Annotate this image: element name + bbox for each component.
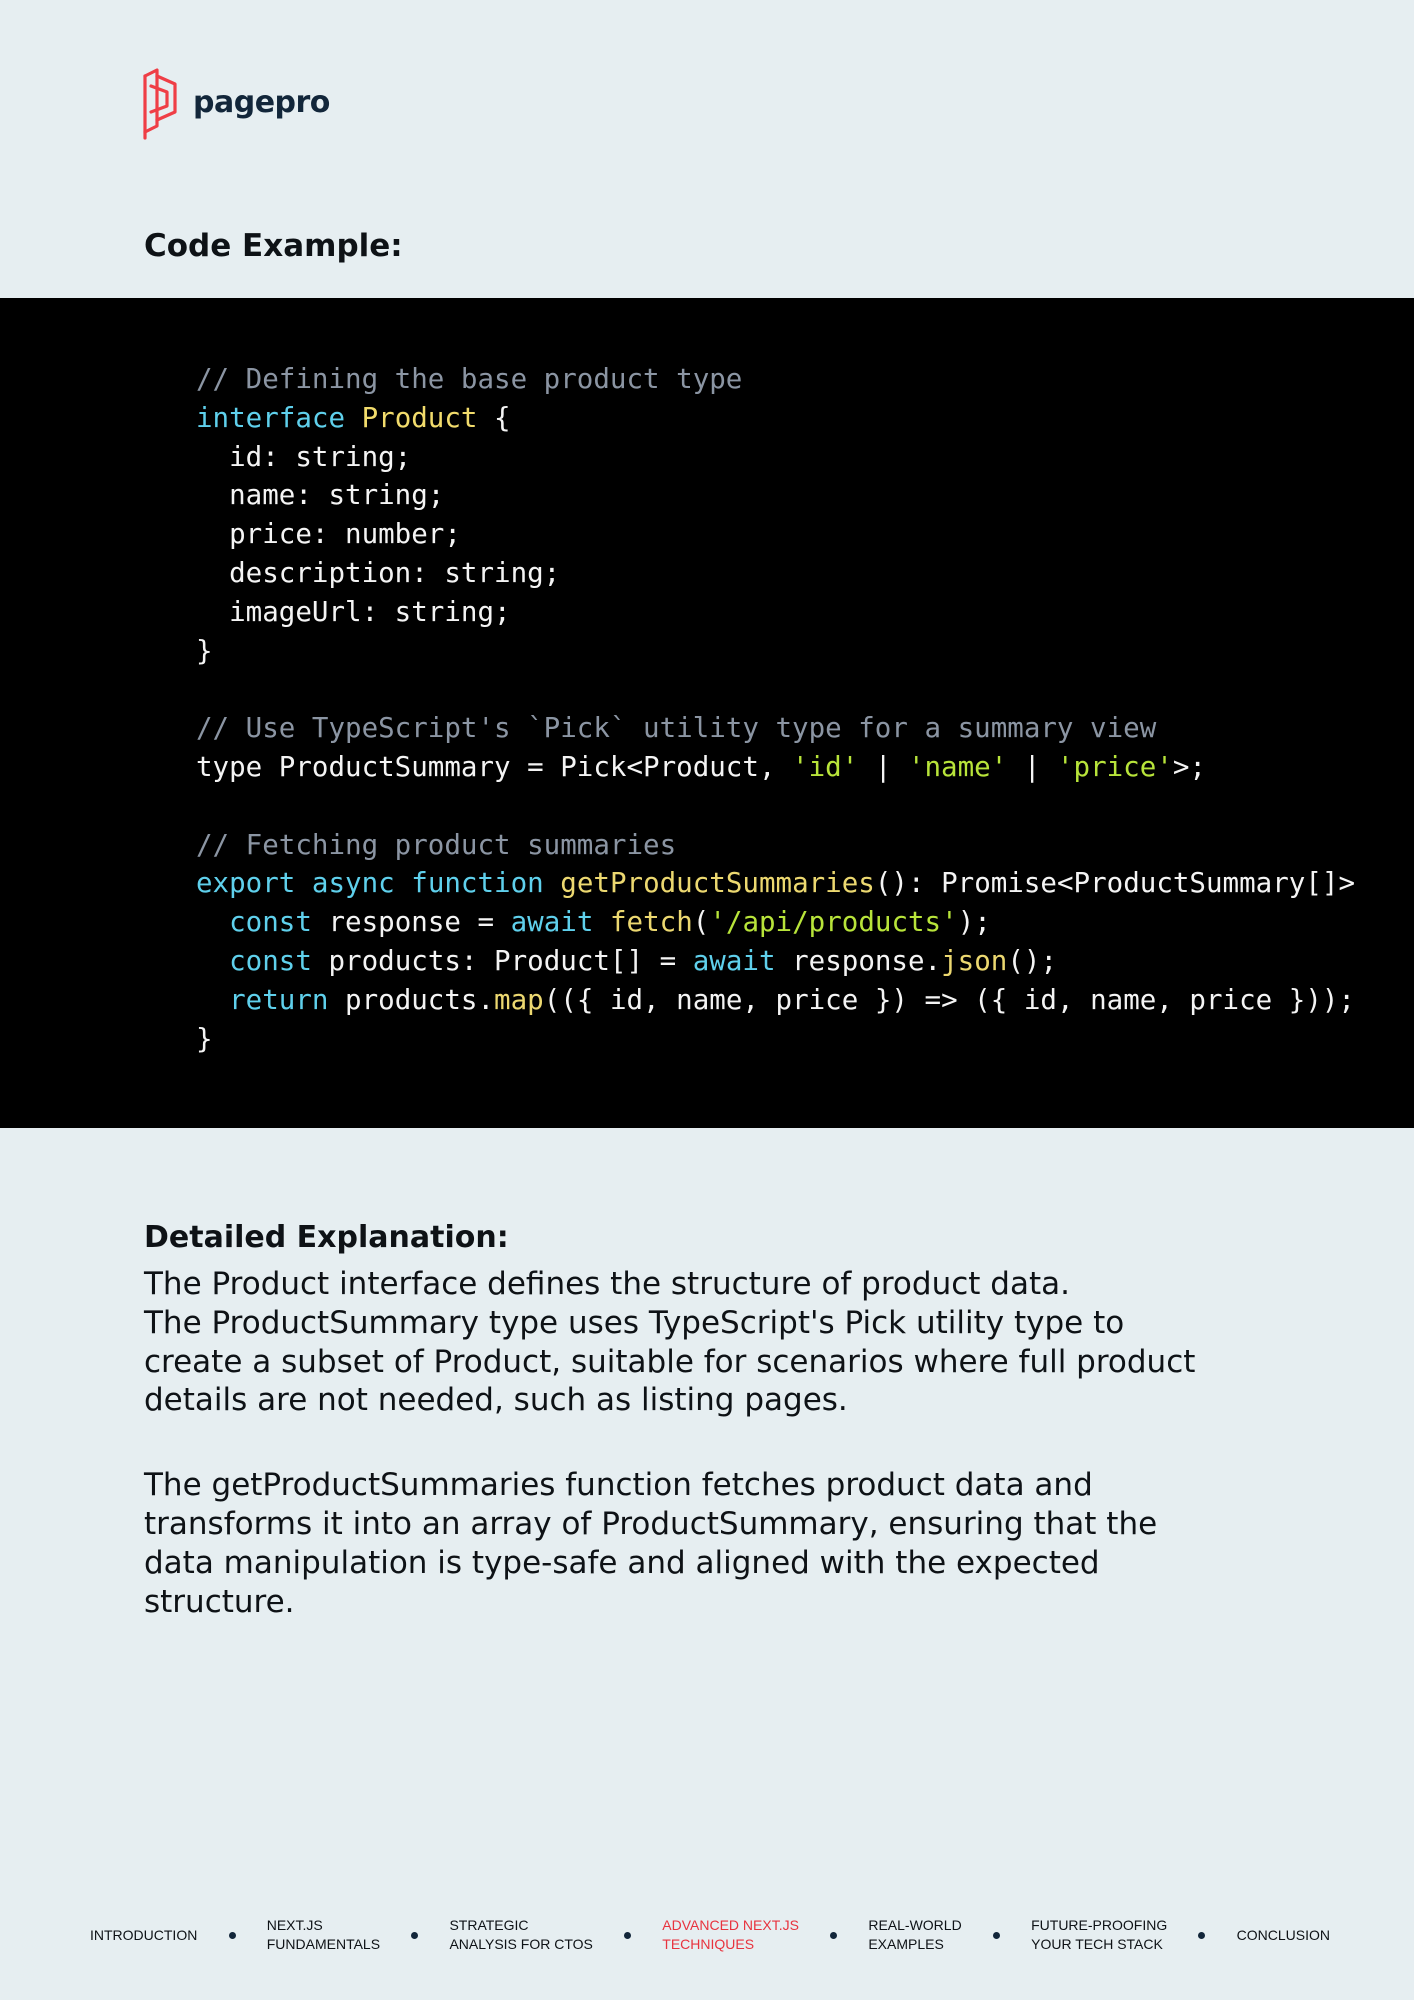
explanation-line: details are not needed, such as listing pages. [144, 1382, 848, 1419]
code-line: interface Product { [196, 401, 511, 434]
explanation-line: The ProductSummary type uses TypeScript's Pick utility type to [144, 1304, 1125, 1341]
footer-nav-label: CONCLUSION [1236, 1926, 1330, 1943]
code-line: // Fetching product summaries [196, 828, 677, 861]
footer-nav-label: NEXT.JS [266, 1917, 323, 1933]
code-line: id: string; [196, 440, 412, 473]
code-line: const response = await fetch('/api/products'); [229, 906, 991, 939]
footer-nav-item[interactable] [868, 1916, 961, 1954]
nav-separator-dot [624, 1932, 631, 1939]
explanation-line: The Product interface defines the structure of product data. [144, 1266, 1070, 1302]
explanation-line: transforms it into an array of ProductSummary, ensuring that the [144, 1505, 1158, 1542]
logo-wordmark: pagepro [193, 84, 330, 120]
section-title: Code Example: [144, 228, 403, 264]
code-line: type ProductSummary = Pick<Product, 'id' | 'name' | 'price'>; [196, 750, 1206, 783]
explanation-para-1 [144, 1261, 1304, 1419]
footer-nav-label: INTRODUCTION [90, 1926, 198, 1943]
nav-separator-dot [1198, 1932, 1205, 1939]
footer-nav-item[interactable] [90, 1926, 197, 1945]
explanation-line: create a subset of Product, suitable for scenarios where full product [144, 1343, 1196, 1380]
footer-nav-label: ADVANCED NEXT.JS [662, 1917, 799, 1933]
code-line: export async function getProductSummaries(): Promise<ProductSummary[]> [196, 867, 1355, 900]
code-line: price: number; [196, 518, 461, 551]
code-line [196, 787, 1355, 826]
code-block [0, 298, 1414, 1128]
nav-separator-dot [993, 1932, 1000, 1939]
footer-nav-item[interactable] [1031, 1916, 1167, 1954]
code-line: // Use TypeScript's `Pick` utility type for a summary view [196, 712, 1157, 745]
footer-nav-item[interactable] [1237, 1926, 1330, 1945]
pagepro-logo[interactable] [141, 66, 330, 142]
nav-separator-dot [229, 1932, 236, 1939]
nav-separator-dot [411, 1932, 418, 1939]
explanation-heading: Detailed Explanation: [144, 1220, 509, 1255]
code-line: // Defining the base product type [196, 363, 743, 395]
footer-nav-label: ANALYSIS FOR CTOS [449, 1936, 593, 1952]
code-line: } [196, 1022, 213, 1055]
footer-nav-label: FUTURE-PROOFING [1031, 1917, 1168, 1933]
code-line: return products.map(({ id, name, price }) => ({ id, name, price })); [229, 983, 1355, 1016]
footer-nav-label: STRATEGIC [449, 1917, 529, 1933]
code-line: name: string; [196, 479, 445, 512]
code-line: } [196, 634, 213, 667]
explanation-line: The getProductSummaries function fetches product data and [144, 1467, 1093, 1504]
footer-navigation [90, 1915, 1330, 1955]
pagepro-logo-icon [141, 66, 183, 142]
footer-nav-label: REAL-WORLD [868, 1917, 962, 1933]
explanation-line: data manipulation is type-safe and aligned with the expected [144, 1544, 1100, 1581]
code-line: description: string; [196, 556, 561, 589]
explanation-para-2 [144, 1462, 1304, 1620]
footer-nav-label: EXAMPLES [868, 1936, 944, 1952]
footer-nav-label: FUNDAMENTALS [266, 1936, 381, 1952]
code-line: imageUrl: string; [196, 595, 511, 628]
nav-separator-dot [830, 1932, 837, 1939]
code-line: const products: Product[] = await response.json(); [229, 944, 1058, 977]
footer-nav-label: TECHNIQUES [662, 1936, 755, 1952]
footer-nav-label: YOUR TECH STACK [1031, 1936, 1163, 1952]
footer-nav-item[interactable] [267, 1916, 380, 1954]
code-line [196, 670, 1355, 709]
explanation-line: structure. [144, 1583, 295, 1620]
footer-nav-item[interactable] [662, 1916, 799, 1954]
code-listing [196, 360, 1355, 1058]
explanation-section [144, 1215, 1304, 1620]
footer-nav-item[interactable] [449, 1916, 592, 1954]
